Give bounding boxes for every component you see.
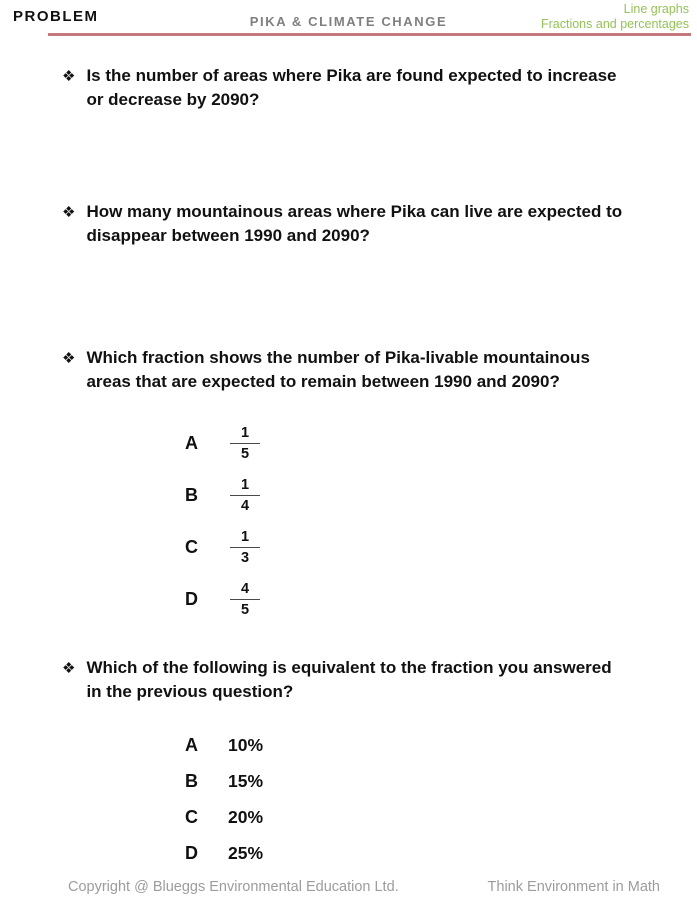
fraction-denominator: 3 [240, 549, 250, 566]
percent-value: 15% [228, 770, 264, 791]
option-letter: A [185, 734, 198, 755]
diamond-bullet-icon: ❖ [62, 204, 76, 221]
fraction-option-b [185, 472, 260, 518]
question-3-line-2: areas that are expected to remain between 1990 and 2090? [86, 372, 560, 391]
diamond-bullet-icon: ❖ [62, 68, 76, 85]
topic-tag-fractions-percentages: Fractions and percentages [540, 17, 689, 31]
question-4-line-1: Which of the following is equivalent to the fraction you answered [86, 658, 612, 677]
topic-tag-line-graphs: Line graphs [623, 2, 689, 16]
document-type-label: PROBLEM [13, 8, 99, 25]
option-letter: D [185, 842, 198, 863]
fraction-numerator: 4 [240, 580, 250, 597]
fraction-option-d [185, 576, 260, 622]
question-3-line-1: Which fraction shows the number of Pika-livable mountainous [86, 348, 590, 367]
option-letter: C [185, 536, 198, 557]
option-letter: A [185, 432, 198, 453]
question-2-line-1: How many mountainous areas where Pika can live are expected to [86, 202, 623, 221]
fraction-denominator: 5 [240, 445, 250, 462]
option-letter: D [185, 588, 198, 609]
option-letter: B [185, 484, 198, 505]
fraction-value [230, 477, 260, 514]
percent-option-a [185, 727, 263, 763]
fraction-value [230, 581, 260, 618]
percent-option-d [185, 835, 263, 871]
question-3-options [185, 420, 260, 628]
diamond-bullet-icon: ❖ [62, 350, 76, 367]
percent-value: 20% [228, 806, 264, 827]
fraction-numerator: 1 [240, 476, 250, 493]
header-underline [48, 33, 691, 36]
fraction-value [230, 529, 260, 566]
question-1-line-1: Is the number of areas where Pika are found expected to increase [86, 66, 617, 85]
question-1-line-2: or decrease by 2090? [86, 90, 260, 109]
diamond-bullet-icon: ❖ [62, 660, 76, 677]
fraction-denominator: 4 [240, 497, 250, 514]
question-3-text [86, 346, 589, 394]
question-1-text [86, 64, 616, 112]
copyright-text: Copyright @ Blueggs Environmental Education Ltd. [68, 879, 399, 895]
fraction-option-c [185, 524, 260, 570]
percent-option-c [185, 799, 263, 835]
worksheet-title: PIKA & CLIMATE CHANGE [249, 14, 448, 29]
question-2-line-2: disappear between 1990 and 2090? [86, 226, 370, 245]
fraction-denominator: 5 [240, 601, 250, 618]
fraction-numerator: 1 [240, 528, 250, 545]
percent-value: 25% [228, 842, 264, 863]
fraction-value [230, 425, 260, 462]
question-2 [62, 200, 622, 248]
fraction-option-a [185, 420, 260, 466]
fraction-numerator: 1 [240, 424, 250, 441]
question-4-text [86, 656, 611, 704]
option-letter: B [185, 770, 198, 791]
percent-value: 10% [228, 734, 264, 755]
question-2-text [86, 200, 622, 248]
topic-tags [541, 2, 689, 32]
question-4-options [185, 727, 263, 871]
question-4 [62, 656, 612, 704]
percent-option-b [185, 763, 263, 799]
option-letter: C [185, 806, 198, 827]
question-1 [62, 64, 616, 112]
footer-slogan: Think Environment in Math [487, 879, 660, 895]
question-4-line-2: in the previous question? [86, 682, 294, 701]
question-3 [62, 346, 590, 394]
